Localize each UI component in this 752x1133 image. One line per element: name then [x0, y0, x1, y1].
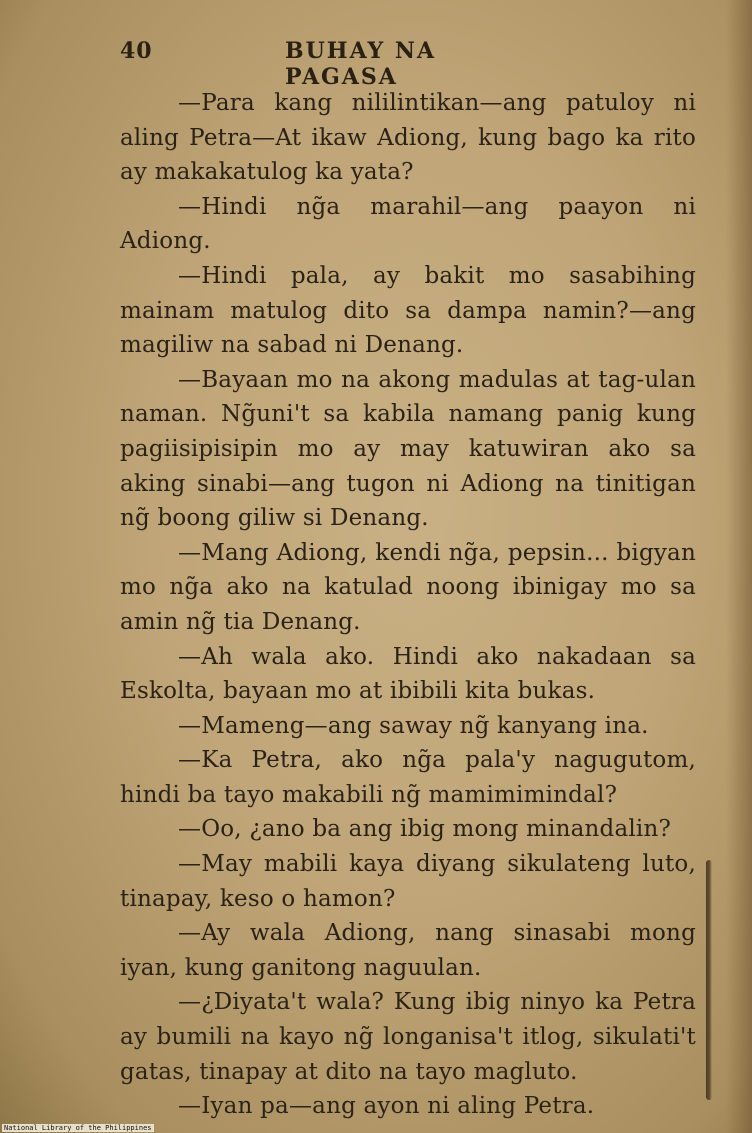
- paragraph: —¿Diyata't wala? Kung ibig ninyo ka Petra ay bumili na kayo ng̃ longanisa't itlog, sikulati't gatas, tinapay at dito na tayo magluto.: [120, 989, 696, 1085]
- paragraph: —Bayaan mo na akong madulas at tag-ulan naman. Ng̃uni't sa kabila namang panig kung pagiisipisipin mo ay may katuwiran ako sa aking sinabi—ang tugon ni Adiong na tinitigan ng̃ boong giliw si Denang.: [120, 366, 696, 532]
- paragraph: —Hindi pala, ay bakit mo sasabihing mainam matulog dito sa dampa namin?—ang magiliw na sabad ni Denang.: [120, 262, 696, 359]
- paragraph: —Ah wala ako. Hindi ako nakadaan sa Eskolta, bayaan mo at ibibili kita bukas.: [120, 643, 696, 705]
- paragraph: —Para kang nililintikan—ang patuloy ni aling Petra—At ikaw Adiong, kung bago ka rito ay makakatulog ka yata?: [120, 90, 696, 186]
- paragraph: —May mabili kaya diyang sikulateng luto, tinapay, keso o hamon?: [120, 851, 696, 912]
- library-credit: National Library of the Philippines: [4, 1124, 152, 1132]
- page-body: [120, 86, 696, 1124]
- binding-mark: [706, 860, 712, 1100]
- paragraph: —Iyan pa—ang ayon ni aling Petra.: [178, 1093, 595, 1120]
- page-number: 40: [120, 38, 153, 64]
- page-header: [120, 38, 550, 90]
- page-edge-shadow: [726, 0, 752, 1133]
- paragraph: —Hindi ng̃a marahil—ang paayon ni Adiong.: [120, 193, 696, 255]
- paragraph: —Ay wala Adiong, nang sinasabi mong iyan, kung ganitong naguulan.: [120, 920, 696, 981]
- paragraph: —Oo, ¿ano ba ang ibig mong minandalin?: [178, 816, 672, 843]
- paragraph: —Mameng—ang saway ng̃ kanyang ina.: [178, 712, 649, 739]
- paragraph: —Ka Petra, ako ng̃a pala'y nagugutom, hindi ba tayo makabili ng̃ mamimimindal?: [120, 747, 696, 808]
- paragraph: —Mang Adiong, kendi ng̃a, pepsin... bigyan mo ng̃a ako na katulad noong ibinigay mo sa amin ng̃ tia Denang.: [120, 539, 696, 635]
- running-title: BUHAY NA PAGASA: [285, 38, 437, 90]
